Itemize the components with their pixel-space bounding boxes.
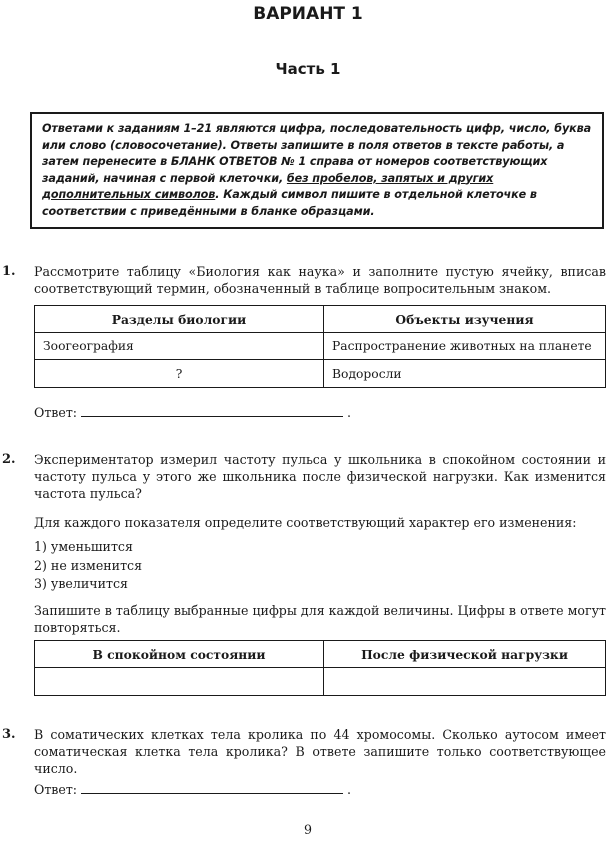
instructions-box bbox=[30, 112, 604, 229]
table-row bbox=[35, 333, 606, 360]
q2-option-1: 1) уменьшится bbox=[34, 539, 133, 554]
q2-option-2: 2) не изменится bbox=[34, 558, 143, 573]
q2-answer-cell-after[interactable] bbox=[324, 668, 606, 696]
instructions-text: Ответами к заданиям 1–21 являются цифра, последовательность цифр, число, буква или слово (словосочетание). Ответы запишите в поля ответов в тексте работы, а затем перенесите в БЛАНК ОТВЕТОВ № 1 справа от номеров соответствующих заданий, начиная с первой клеточки, bbox=[42, 122, 592, 185]
instructions-underlined: без пробелов, запятых и других дополнительных символов bbox=[42, 171, 494, 201]
q1-table bbox=[34, 305, 606, 388]
q3-answer-field[interactable] bbox=[81, 781, 343, 794]
q3-text: В соматических клетках тела кролика по 44 хромосомы. Сколько аутосом имеет соматическая клетка тела кролика? В ответе запишите только соответствующее число. bbox=[34, 727, 606, 776]
q2-instruction: Для каждого показателя определите соответствующий характер его изменения: bbox=[34, 515, 577, 530]
q1-cell-object: Водоросли bbox=[324, 360, 606, 388]
table-row bbox=[35, 306, 606, 333]
q1-text: Рассмотрите таблицу «Биология как наука» и заполните пустую ячейку, вписав соответствующий термин, обозначенный в таблице вопросительным знаком. bbox=[34, 264, 606, 296]
table-row bbox=[35, 668, 606, 696]
q3-answer-label: Ответ: bbox=[34, 782, 78, 797]
q1-header-objects: Объекты изучения bbox=[324, 306, 606, 333]
part-title: Часть 1 bbox=[275, 60, 341, 78]
q2-table-instruction: Запишите в таблицу выбранные цифры для каждой величины. Цифры в ответе могут повторяться. bbox=[34, 603, 606, 635]
q2-option-3: 3) увеличится bbox=[34, 576, 128, 591]
q2-text: Экспериментатор измерил частоту пульса у школьника в спокойном состоянии и частоту пульса у этого же школьника после физической нагрузки. Как изменится частота пульса? bbox=[34, 452, 606, 501]
table-row bbox=[35, 641, 606, 668]
q2-table bbox=[34, 640, 606, 696]
q1-cell-object: Распространение животных на планете bbox=[324, 333, 606, 360]
q1-answer-end: . bbox=[347, 405, 352, 420]
q1-number: 1. bbox=[2, 264, 16, 279]
variant-title: ВАРИАНТ 1 bbox=[253, 4, 363, 24]
q1-header-sections: Разделы биологии bbox=[35, 306, 324, 333]
instructions-end: . Каждый символ пишите в отдельной клеточке в соответствии с приведёнными в бланке образцами. bbox=[42, 188, 537, 218]
q3-answer bbox=[34, 781, 351, 797]
q1-cell-unknown[interactable]: ? bbox=[35, 360, 324, 388]
q2-header-after: После физической нагрузки bbox=[324, 641, 606, 668]
q3-answer-end: . bbox=[347, 782, 352, 797]
q1-answer-label: Ответ: bbox=[34, 405, 78, 420]
q3-number: 3. bbox=[2, 727, 16, 742]
table-row bbox=[35, 360, 606, 388]
q2-answer-cell-rest[interactable] bbox=[35, 668, 324, 696]
q1-answer-field[interactable] bbox=[81, 404, 343, 417]
q1-answer bbox=[34, 404, 351, 420]
q2-header-rest: В спокойном состоянии bbox=[35, 641, 324, 668]
q2-number: 2. bbox=[2, 452, 16, 467]
q1-cell-section: Зоогеография bbox=[35, 333, 324, 360]
page-number: 9 bbox=[303, 822, 312, 837]
